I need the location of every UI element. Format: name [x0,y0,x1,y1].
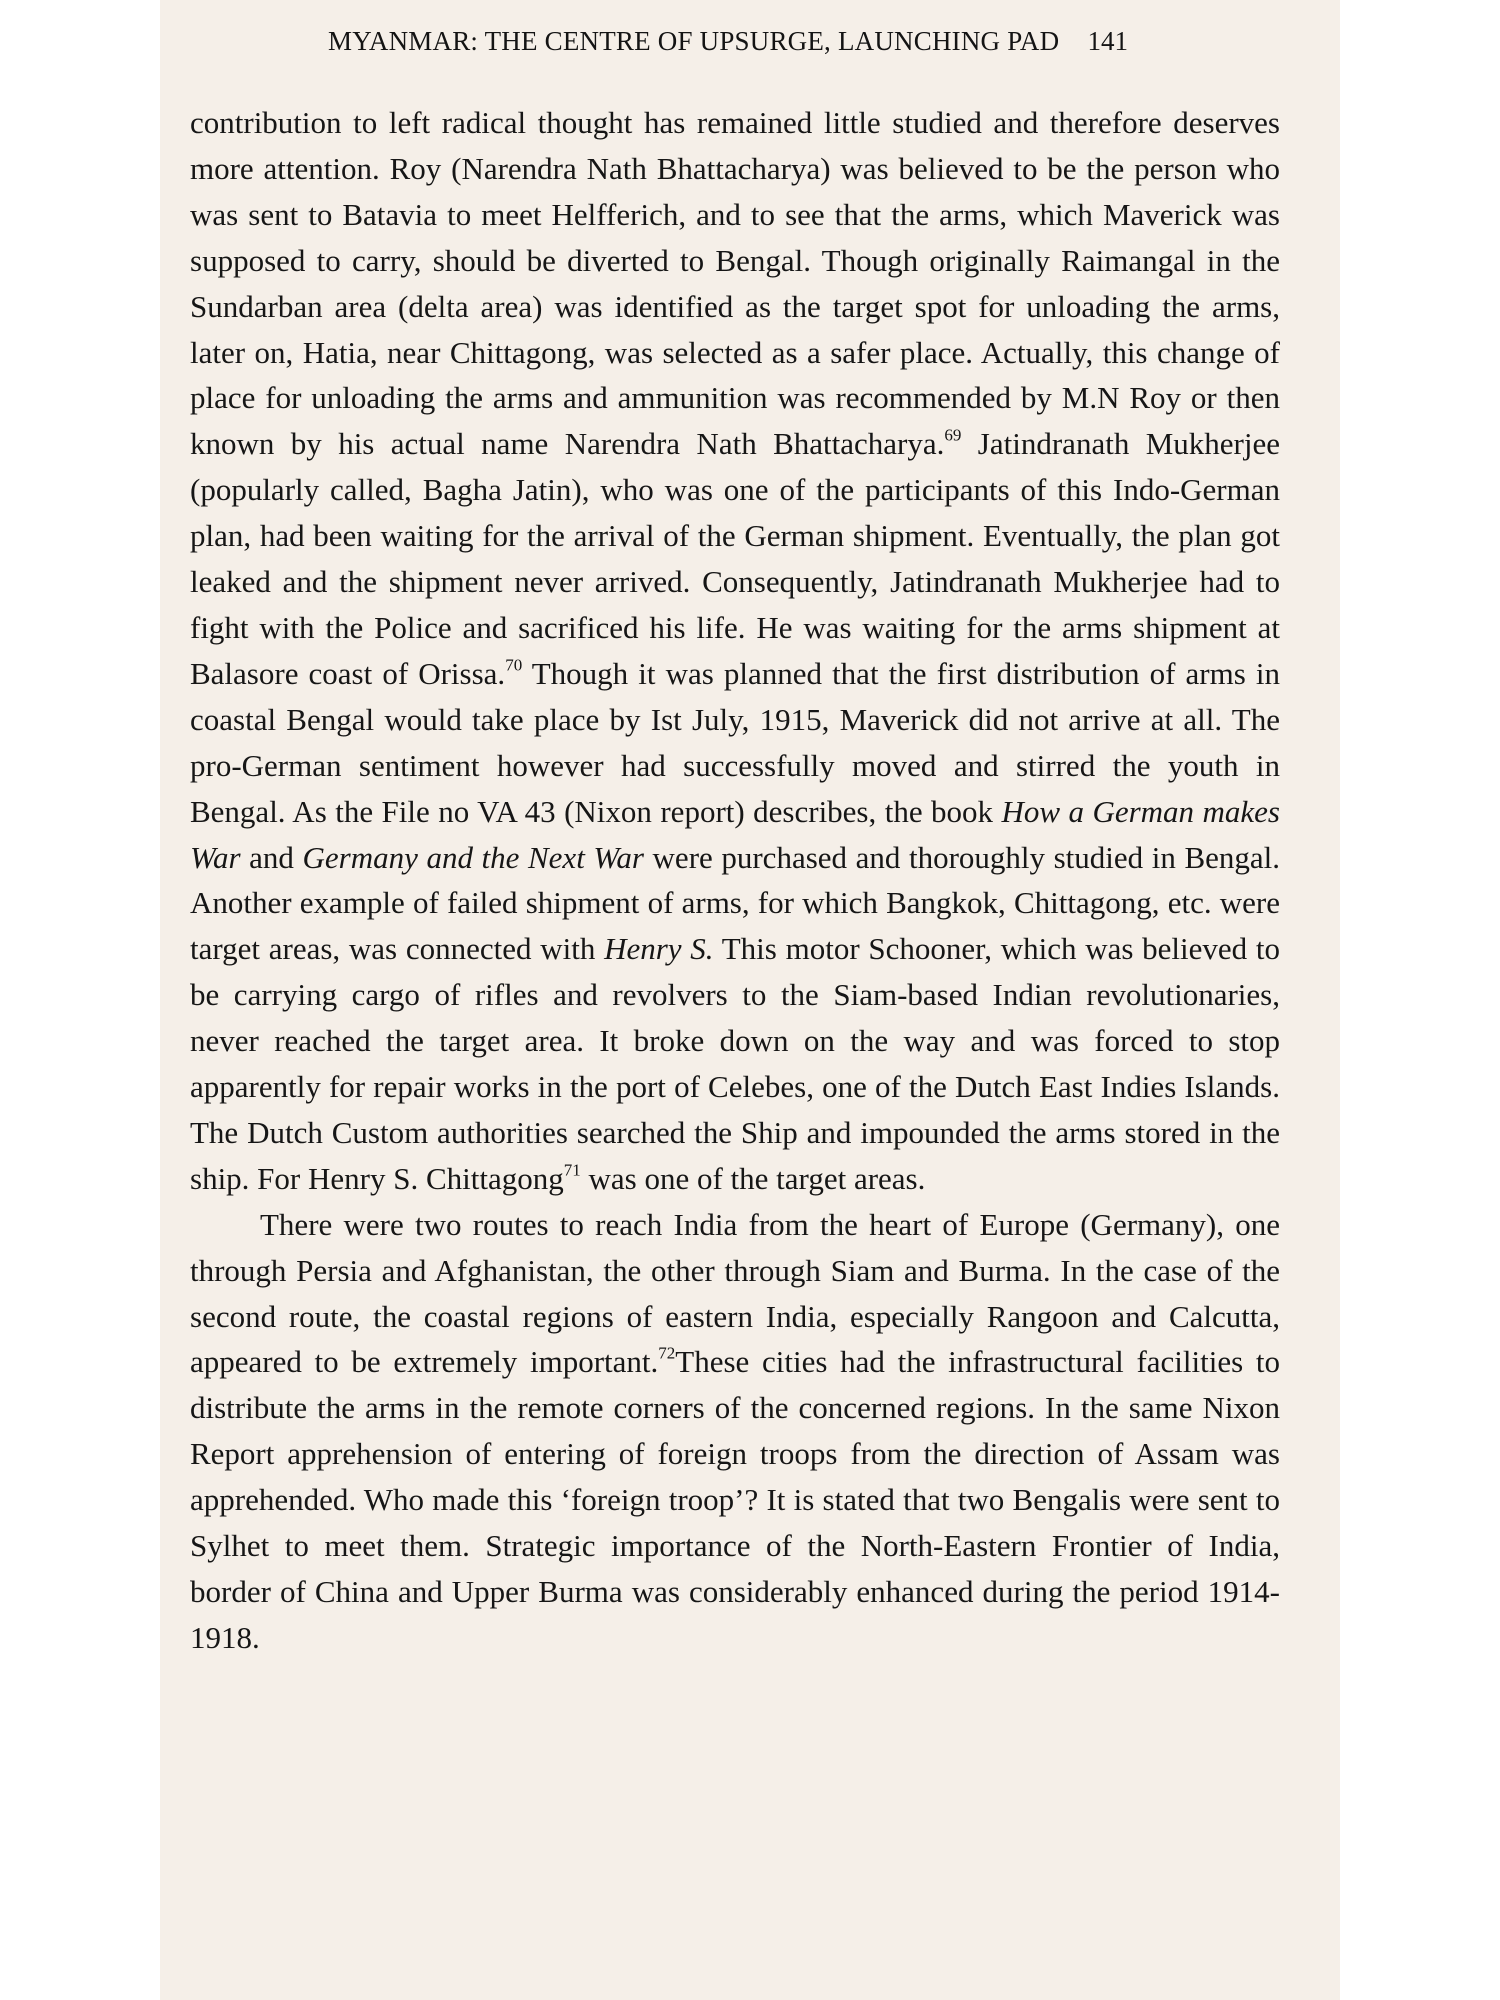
footnote-ref-70: 70 [505,655,523,675]
paragraph-1-part-4: were purchased and thoroughly studied in Bengal. Another example of failed shipment of arms, for which Bangkok, Chittagong, etc. were target areas, was connected with [190,839,1281,967]
paragraph-1-part-5: This motor Schooner, which was believed to be carrying cargo of rifles and revolvers to the Siam-based Indian revolutionaries, never reached the target area. It broke down on the way and was forced to stop apparently for repair works in the port of Celebes, one of the Dutch East Indies Islands. The Dutch Custom authorities searched the Ship and impounded the arms stored in the ship. For Henry S. Chittagong [190,931,1280,1196]
footnote-ref-69: 69 [944,425,962,445]
paragraph-1-part-6: was one of the target areas. [580,1160,926,1196]
paragraph-2 [190,1202,1280,1661]
book-title-1: How a German makes War [190,793,1280,875]
ship-name: Henry S. [604,931,714,967]
paragraph-1-part-2: Jatindranath Mukherjee (popularly called, Bagha Jatin), who was one of the participants of this Indo-German plan, had been waiting for the arrival of the German shipment. Eventually, the plan got leaked and the shipment never arrived. Consequently, Jatindranath Mukherjee had to fight with the Police and sacrificed his life. He was waiting for the arms shipment at Balasore coast of Orissa. [190,426,1280,691]
running-header [178,22,1128,62]
paragraph-1 [190,100,1280,1202]
paragraph-2-part-1: There were two routes to reach India from the heart of Europe (Germany), one through Persia and Afghanistan, the other through Siam and Burma. In the case of the second route, the coastal regions of eastern India, especially Rangoon and Calcutta, appeared to be extremely important. [190,1206,1280,1380]
footnote-ref-71: 71 [563,1160,581,1180]
footnote-ref-72: 72 [658,1343,676,1363]
paragraph-1-part-3: Though it was planned that the first distribution of arms in coastal Bengal would take place by Ist July, 1915, Maverick did not arrive at all. The pro-German sentiment however had successfully moved and stirred the youth in Bengal. As the File no VA 43 (Nixon report) describes, the book [190,655,1280,829]
running-title: MYANMAR: THE CENTRE OF UPSURGE, LAUNCHING PAD [328,26,1060,56]
body-text [190,100,1280,1661]
conjunction-and: and [240,839,303,875]
paragraph-1-part-1: contribution to left radical thought has remained little studied and therefore deserves more attention. Roy (Narendra Nath Bhattacharya) was believed to be the person who was sent to Batavia to meet Helfferich, and to see that the arms, which Maverick was supposed to carry, should be diverted to Bengal. Though originally Raimangal in the Sundarban area (delta area) was identified as the target spot for unloading the arms, later on, Hatia, near Chittagong, was selected as a safer place. Actually, this change of place for unloading the arms and ammunition was recommended by M.N Roy or then known by his actual name Narendra Nath Bhattacharya. [190,105,1280,462]
page-number: 141 [1087,26,1128,56]
paragraph-2-part-2: These cities had the infrastructural facilities to distribute the arms in the remote corners of the concerned regions. In the same Nixon Report apprehension of entering of foreign troops from the direction of Assam was apprehended. Who made this ‘foreign troop’? It is stated that two Bengalis were sent to Sylhet to meet them. Strategic importance of the North-Eastern Frontier of India, border of China and Upper Burma was considerably enhanced during the period 1914-1918. [190,1344,1280,1655]
book-title-2: Germany and the Next War [302,839,644,875]
